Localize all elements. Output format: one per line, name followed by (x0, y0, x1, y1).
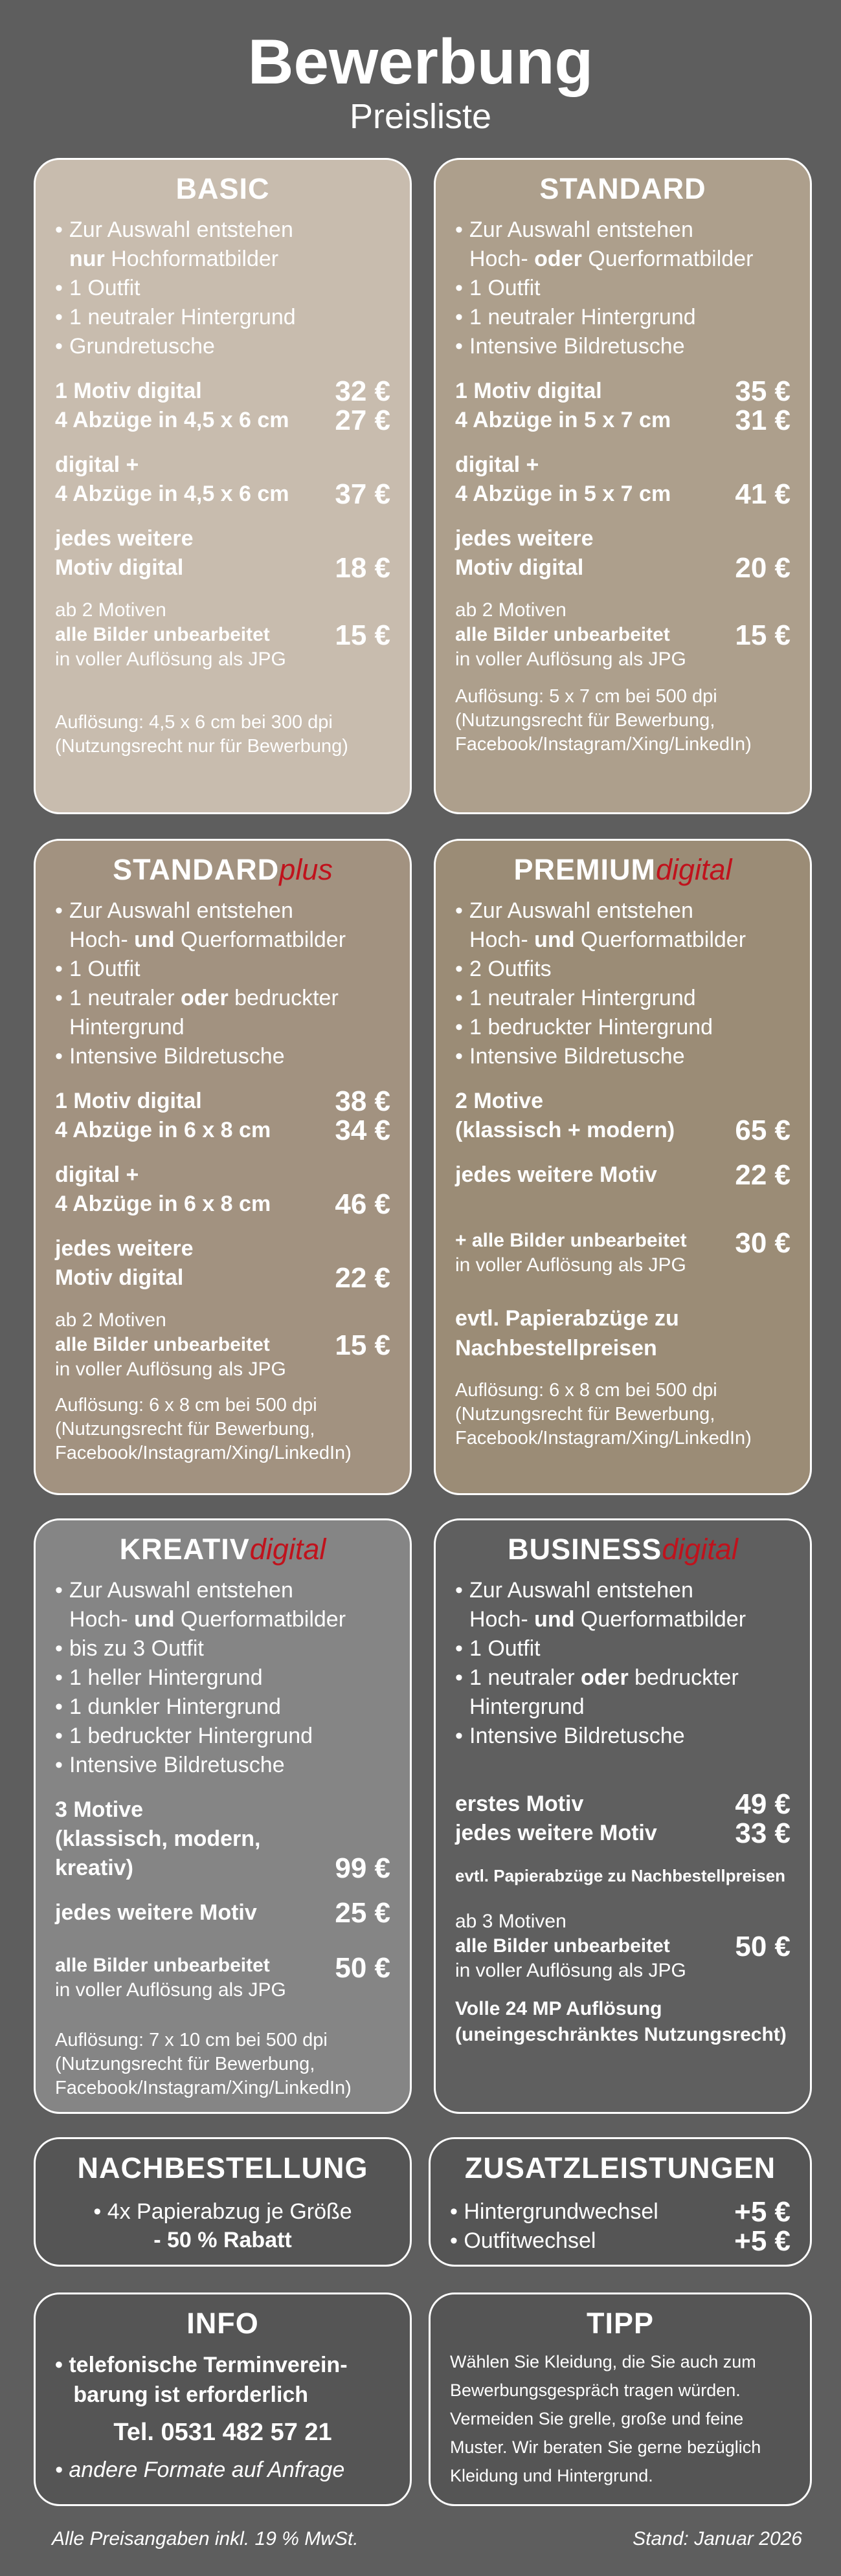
feature-item: • Intensive Bildretusche (55, 1751, 390, 1780)
footer-vat-note: Alle Preisangaben inkl. 19 % MwSt. (52, 2528, 359, 2549)
price-row: jedes weitere Motiv digital 22 € (55, 1236, 390, 1294)
price-row: 2 Motive (klassisch + modern) 65 € (455, 1089, 791, 1146)
feature-list (455, 896, 791, 1071)
price-row: jedes weitere Motiv digital 18 € (55, 526, 390, 584)
extras-box (429, 2137, 812, 2267)
price-row: alle Bilder unbearbeitet in voller Auflösung als JPG 50 € (55, 1952, 390, 2001)
phone-number: Tel. 0531 482 57 21 (113, 2419, 332, 2446)
feature-list (55, 216, 390, 361)
price-row: digital + 4 Abzüge in 4,5 x 6 cm 37 € (55, 452, 390, 510)
price-row: + alle Bilder unbearbeitet in voller Auflösung als JPG 30 € (455, 1227, 791, 1276)
section-title: ZUSATZLEISTUNGEN (464, 2151, 776, 2184)
price-row: jedes weitere Motiv 25 € (55, 1897, 390, 1929)
feature-item: • 1 Outfit (55, 274, 390, 303)
feature-item: • 1 neutraler oder bedruckter Hintergrund (55, 984, 390, 1042)
feature-item: • Intensive Bildretusche (455, 1722, 791, 1751)
package-premium-digital (434, 839, 812, 1495)
feature-item: • Intensive Bildretusche (55, 1042, 390, 1071)
feature-list (55, 1576, 390, 1780)
feature-item: • 1 neutraler Hintergrund (455, 303, 791, 332)
feature-item: • Zur Auswahl entstehen Hoch- und Querformatbilder (55, 896, 390, 955)
price-row: digital + 4 Abzüge in 6 x 8 cm 46 € (55, 1162, 390, 1220)
feature-item: • Zur Auswahl entstehen Hoch- oder Querformatbilder (455, 216, 791, 274)
feature-item: • 1 heller Hintergrund (55, 1663, 390, 1693)
package-title: STANDARD (539, 172, 706, 205)
price-row: erstes Motiv 49 € (455, 1788, 791, 1820)
price-row: 4 Abzüge in 5 x 7 cm 31 € (455, 405, 791, 436)
feature-item: • bis zu 3 Outfit (55, 1634, 390, 1663)
tip-text: Wählen Sie Kleidung, die Sie auch zum Bewerbungsgespräch tragen würden. Vermeiden Sie grelle, große und feine Muster. Wir beraten Sie gerne bezüglich Kleidung und Hintergrund. (450, 2352, 761, 2485)
feature-list (455, 1576, 791, 1751)
price-row: 1 Motiv digital 32 € (55, 375, 390, 407)
resolution-note: Volle 24 MP Auflösung (uneingeschränktes Nutzungsrecht) (455, 1998, 787, 2045)
feature-item: • 1 dunkler Hintergrund (55, 1693, 390, 1722)
tip-box (429, 2293, 812, 2506)
price-row: jedes weitere Motiv 33 € (455, 1817, 791, 1849)
reorder-discount: - 50 % Rabatt (153, 2228, 292, 2252)
feature-item: • Zur Auswahl entstehen Hoch- und Querformatbilder (55, 1576, 390, 1634)
extra-row: • Hintergrundwechsel +5 € (450, 2196, 791, 2228)
section-title: TIPP (586, 2307, 655, 2340)
resolution-note: Auflösung: 6 x 8 cm bei 500 dpi (Nutzungsrecht für Bewerbung, Facebook/Instagram/Xing/LinkedIn) (455, 1380, 752, 1449)
feature-item: • 1 Outfit (455, 1634, 791, 1663)
price-row: jedes weitere Motiv digital 20 € (455, 526, 791, 584)
package-business-digital (434, 1518, 812, 2114)
feature-item: • 1 Outfit (55, 955, 390, 984)
page-subtitle: Preisliste (349, 97, 492, 136)
package-title: STANDARDplus (113, 853, 333, 886)
footer-date: Stand: Januar 2026 (633, 2528, 802, 2549)
package-basic (34, 158, 412, 814)
resolution-note: Auflösung: 4,5 x 6 cm bei 300 dpi (Nutzungsrecht nur für Bewerbung) (55, 712, 348, 757)
section-title: NACHBESTELLUNG (77, 2151, 368, 2184)
info-item: • telefonische Terminverein- barung ist erforderlich (55, 2353, 348, 2407)
feature-item: • Grundretusche (55, 332, 390, 361)
reorder-box (34, 2137, 412, 2267)
info-box (34, 2293, 412, 2506)
price-row: ab 2 Motiven alle Bilder unbearbeitet in voller Auflösung als JPG 15 € (455, 599, 791, 670)
price-row: ab 2 Motiven alle Bilder unbearbeitet in voller Auflösung als JPG 15 € (55, 599, 390, 670)
price-row: 1 Motiv digital 35 € (455, 375, 791, 407)
price-row: jedes weitere Motiv 22 € (455, 1159, 791, 1191)
feature-item: • 1 neutraler Hintergrund (455, 984, 791, 1013)
feature-item: • 1 neutraler Hintergrund (55, 303, 390, 332)
feature-item: • Zur Auswahl entstehen nur Hochformatbilder (55, 216, 390, 274)
info-item: • andere Formate auf Anfrage (55, 2458, 345, 2482)
paper-prints-note: evtl. Papierabzüge zu Nachbestellpreisen (455, 1306, 679, 1360)
package-title: BUSINESSdigital (508, 1533, 738, 1566)
feature-item: • Zur Auswahl entstehen Hoch- und Querformatbilder (455, 896, 791, 955)
price-row: digital + 4 Abzüge in 5 x 7 cm 41 € (455, 452, 791, 510)
feature-list (55, 896, 390, 1071)
package-kreativ-digital (34, 1518, 412, 2114)
header (0, 26, 841, 136)
section-title: INFO (186, 2307, 259, 2340)
feature-item: • Intensive Bildretusche (455, 332, 791, 361)
extra-row: • Outfitwechsel +5 € (450, 2225, 791, 2257)
package-standard-plus (34, 839, 412, 1495)
feature-item: • 1 neutraler oder bedruckter Hintergrund (455, 1663, 791, 1722)
feature-list (455, 216, 791, 361)
feature-item: • 2 Outfits (455, 955, 791, 984)
feature-item: • 1 bedruckter Hintergrund (455, 1013, 791, 1042)
package-title: KREATIVdigital (119, 1533, 326, 1566)
feature-item: • Intensive Bildretusche (455, 1042, 791, 1071)
package-standard (434, 158, 812, 814)
feature-item: • Zur Auswahl entstehen Hoch- und Querformatbilder (455, 1576, 791, 1634)
price-row: ab 3 Motiven alle Bilder unbearbeitet in voller Auflösung als JPG 50 € (455, 1911, 791, 1981)
paper-prints-note: evtl. Papierabzüge zu Nachbestellpreisen (455, 1866, 786, 1885)
price-row: ab 2 Motiven alle Bilder unbearbeitet in voller Auflösung als JPG 15 € (55, 1309, 390, 1380)
resolution-note: Auflösung: 5 x 7 cm bei 500 dpi (Nutzungsrecht für Bewerbung, Facebook/Instagram/Xing/LinkedIn) (455, 686, 752, 755)
price-row: 4 Abzüge in 4,5 x 6 cm 27 € (55, 405, 390, 436)
resolution-note: Auflösung: 7 x 10 cm bei 500 dpi (Nutzungsrecht für Bewerbung, Facebook/Instagram/Xing/LinkedIn) (55, 2030, 352, 2098)
package-title: PREMIUMdigital (513, 853, 732, 886)
page-title: Bewerbung (247, 26, 594, 97)
feature-item: • 1 Outfit (455, 274, 791, 303)
resolution-note: Auflösung: 6 x 8 cm bei 500 dpi (Nutzungsrecht für Bewerbung, Facebook/Instagram/Xing/LinkedIn) (55, 1395, 352, 1463)
feature-item: • 1 bedruckter Hintergrund (55, 1722, 390, 1751)
price-row: 1 Motiv digital 38 € (55, 1085, 390, 1117)
package-title: BASIC (175, 172, 270, 205)
reorder-line: • 4x Papierabzug je Größe (93, 2199, 352, 2224)
price-row: 3 Motive (klassisch, modern, kreativ) 99 € (55, 1797, 390, 1884)
price-row: 4 Abzüge in 6 x 8 cm 34 € (55, 1115, 390, 1146)
